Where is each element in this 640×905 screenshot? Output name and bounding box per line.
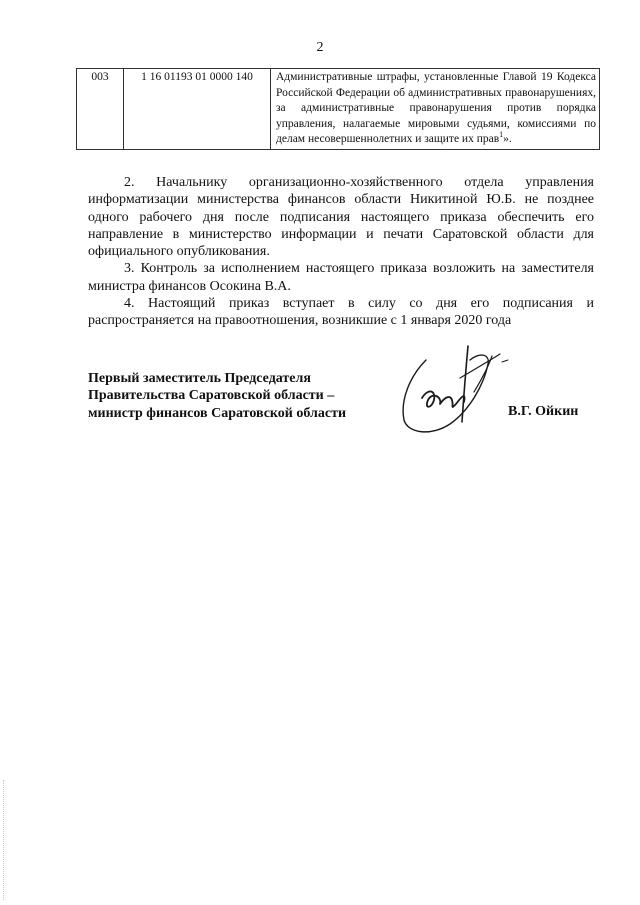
- page-number: 2: [316, 40, 324, 55]
- handwritten-signature: [392, 338, 522, 438]
- footnote-mark: 1: [499, 130, 504, 140]
- signer-position-line: Первый заместитель Председателя: [88, 371, 311, 386]
- signer-position-line: Правительства Саратовской области –: [88, 388, 335, 404]
- kbk-code-cell: 1 16 01193 01 0000 140: [124, 69, 271, 150]
- table-row: [77, 69, 600, 150]
- description-cell: [271, 69, 600, 150]
- signer-position-line: министр финансов Саратовской области: [88, 405, 347, 421]
- admin-code-cell: 003: [77, 69, 124, 150]
- description-end: ».: [503, 133, 512, 145]
- signer-position: [88, 370, 346, 422]
- scan-edge-mark: [3, 780, 6, 900]
- budget-classification-table: [76, 68, 600, 150]
- description-text: Административные штрафы, установленные Главой 19 Кодекса Российской Федерации об административных правонарушениях, за административные правонарушения против порядка управления, налагаемые мировыми судьями, комиссиями по делам несовершеннолетних и защите их прав: [276, 71, 596, 145]
- order-body: [88, 174, 594, 330]
- paragraph-item-2: 2. Начальнику организационно-хозяйственного отдела управления информатизации министерства финансов области Никитиной Ю.Б. не позднее одного рабочего дня после подписания настоящего приказа обеспечить его направление в министерство информации и печати Саратовской области для официального опубликования.: [88, 175, 594, 260]
- signer-name: В.Г. Ойкин: [508, 404, 579, 419]
- paragraph-item-3: 3. Контроль за исполнением настоящего приказа возложить на заместителя министра финансов Осокина В.А.: [88, 261, 594, 294]
- paragraph-item-4: 4. Настоящий приказ вступает в силу со дня его подписания и распространяется на правоотношения, возникшие с 1 января 2020 года: [88, 296, 594, 329]
